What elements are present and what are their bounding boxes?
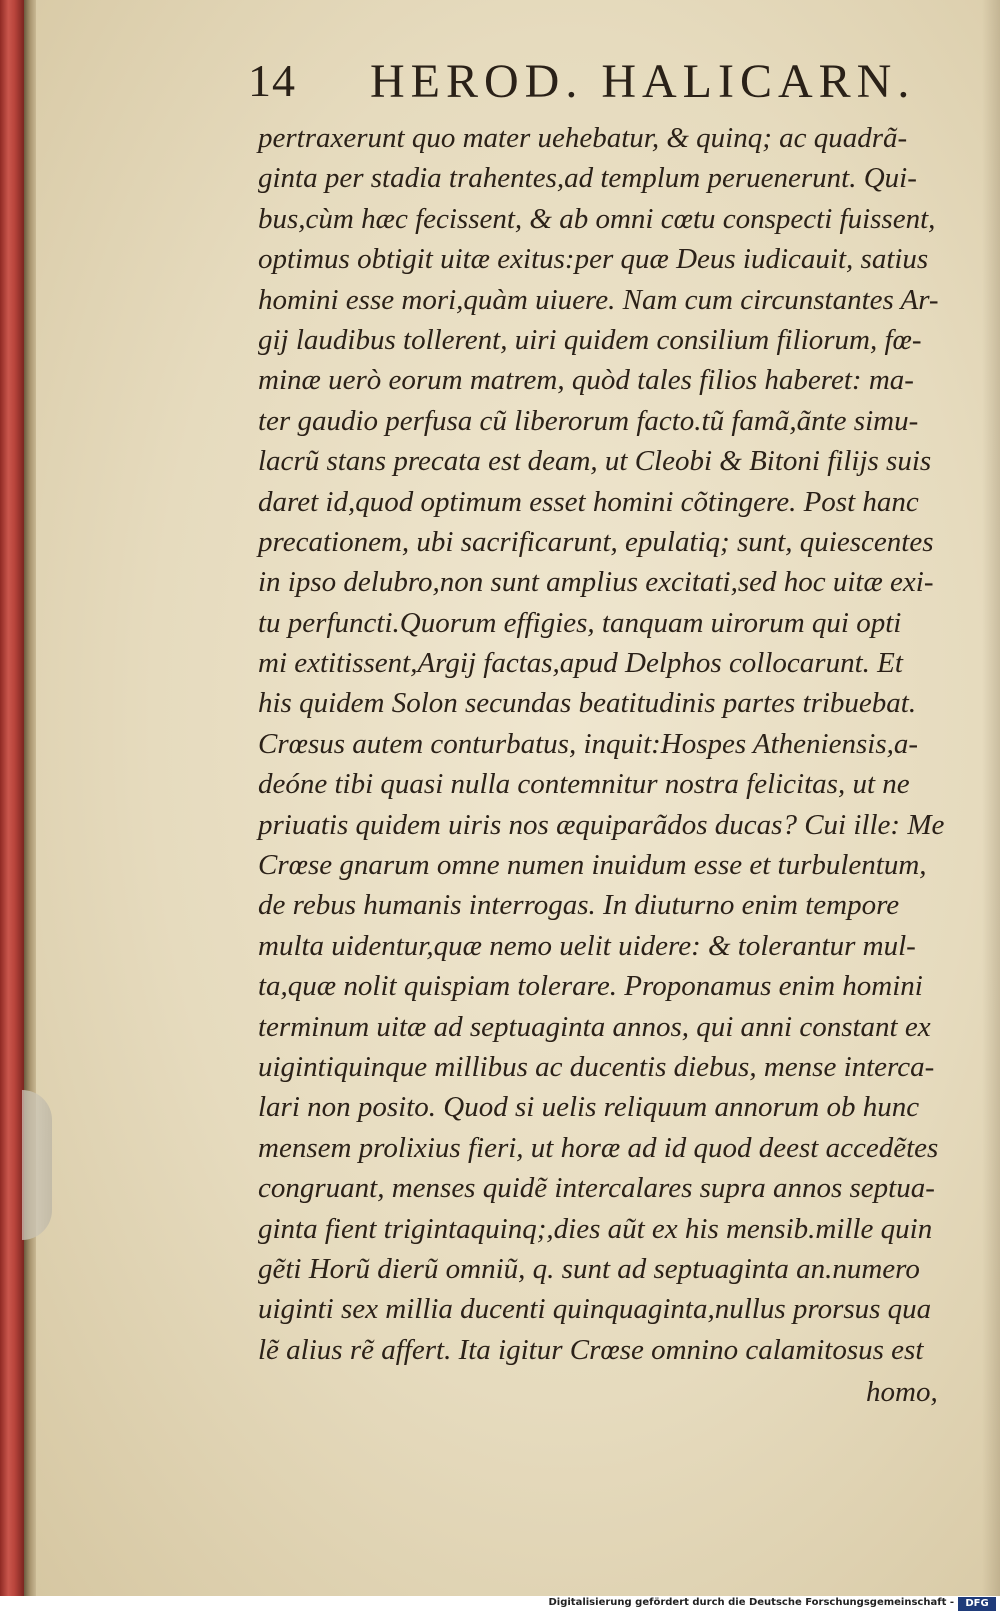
text-line: lari non posito. Quod si uelis reliquum annorum ob hunc	[258, 1091, 920, 1124]
text-line: bus,cùm hæc fecissent, & ab omni cœtu conspecti fuissent,	[258, 202, 936, 235]
text-line: his quidem Solon secundas beatitudinis partes tribuebat.	[258, 687, 917, 720]
text-line: lẽ alius rẽ affert. Ita igitur Crœse omnino calamitosus est	[258, 1333, 924, 1366]
text-line: ta,quæ nolit quispiam tolerare. Proponamus enim homini	[258, 970, 923, 1003]
dfg-logo: DFG	[958, 1597, 996, 1611]
page-header	[248, 50, 948, 110]
text-line: uigintiquinque millibus ac ducentis diebus, mense interca-	[258, 1050, 935, 1083]
catchword: homo,	[866, 1376, 938, 1408]
text-line: tu perfuncti.Quorum effigies, tanquam uirorum qui opti	[258, 606, 902, 639]
text-line: lacrũ stans precata est deam, ut Cleobi & Bitoni filijs suis	[258, 445, 932, 478]
text-line: deóne tibi quasi nulla contemnitur nostra felicitas, ut ne	[258, 768, 910, 801]
text-line: precationem, ubi sacrificarunt, epulatiq; sunt, quiescentes	[258, 525, 934, 558]
digitization-credit: Digitalisierung gefördert durch die Deutsche Forschungsgemeinschaft -	[548, 1597, 954, 1608]
page-number: 14	[248, 55, 296, 106]
text-line: daret id,quod optimum esset homini cõtingere. Post hanc	[258, 485, 919, 518]
running-head: HEROD. HALICARN.	[370, 55, 916, 108]
text-line: ginta fient trigintaquinq;,dies aũt ex his mensib.mille quin	[258, 1212, 933, 1245]
text-line: mi extitissent,Argij factas,apud Delphos collocarunt. Et	[258, 647, 903, 680]
text-line: pertraxerunt quo mater uehebatur, & quinq; ac quadrã-	[258, 122, 908, 154]
text-line: ter gaudio perfusa cũ liberorum facto.tũ famã,ãnte simu-	[258, 404, 919, 437]
text-line: priuatis quidem uiris nos æquiparãdos ducas? Cui ille: Me	[258, 808, 945, 841]
footer-bar	[0, 1596, 1000, 1613]
text-line: uiginti sex millia ducenti quinquaginta,nullus prorsus qua	[258, 1293, 932, 1326]
text-line: in ipso delubro,non sunt amplius excitati,sed hoc uitæ exi-	[258, 566, 934, 599]
text-line: gẽti Horũ dierũ omniũ, q. sunt ad septuaginta an.numero	[258, 1252, 920, 1285]
text-line: optimus obtigit uitæ exitus:per quæ Deus iudicauit, satius	[258, 243, 929, 276]
paper-edge-shadow	[982, 0, 1000, 1596]
text-line: gij laudibus tollerent, uiri quidem consilium filiorum, fœ-	[258, 323, 922, 356]
text-line: Crœse gnarum omne numen inuidum esse et turbulentum,	[258, 849, 927, 882]
text-line: mensem prolixius fieri, ut horæ ad id quod deest accedẽtes	[258, 1131, 939, 1164]
text-line: Crœsus autem conturbatus, inquit:Hospes Atheniensis,a-	[258, 727, 919, 760]
body-text	[258, 118, 948, 1370]
clip-mark	[22, 1090, 52, 1240]
text-line: minæ uerò eorum matrem, quòd tales filios haberet: ma-	[258, 364, 914, 397]
text-line: congruant, menses quidẽ intercalares supra annos septua-	[258, 1172, 935, 1205]
text-line: multa uidentur,quæ nemo uelit uidere: & tolerantur mul-	[258, 929, 916, 962]
text-line: homini esse mori,quàm uiuere. Nam cum circunstantes Ar-	[258, 283, 939, 316]
book-edge-red	[0, 0, 24, 1596]
text-line: terminum uitæ ad septuaginta annos, qui anni constant ex	[258, 1010, 931, 1043]
text-line: de rebus humanis interrogas. In diuturno enim tempore	[258, 889, 900, 922]
text-line: ginta per stadia trahentes,ad templum peruenerunt. Qui-	[258, 162, 917, 195]
